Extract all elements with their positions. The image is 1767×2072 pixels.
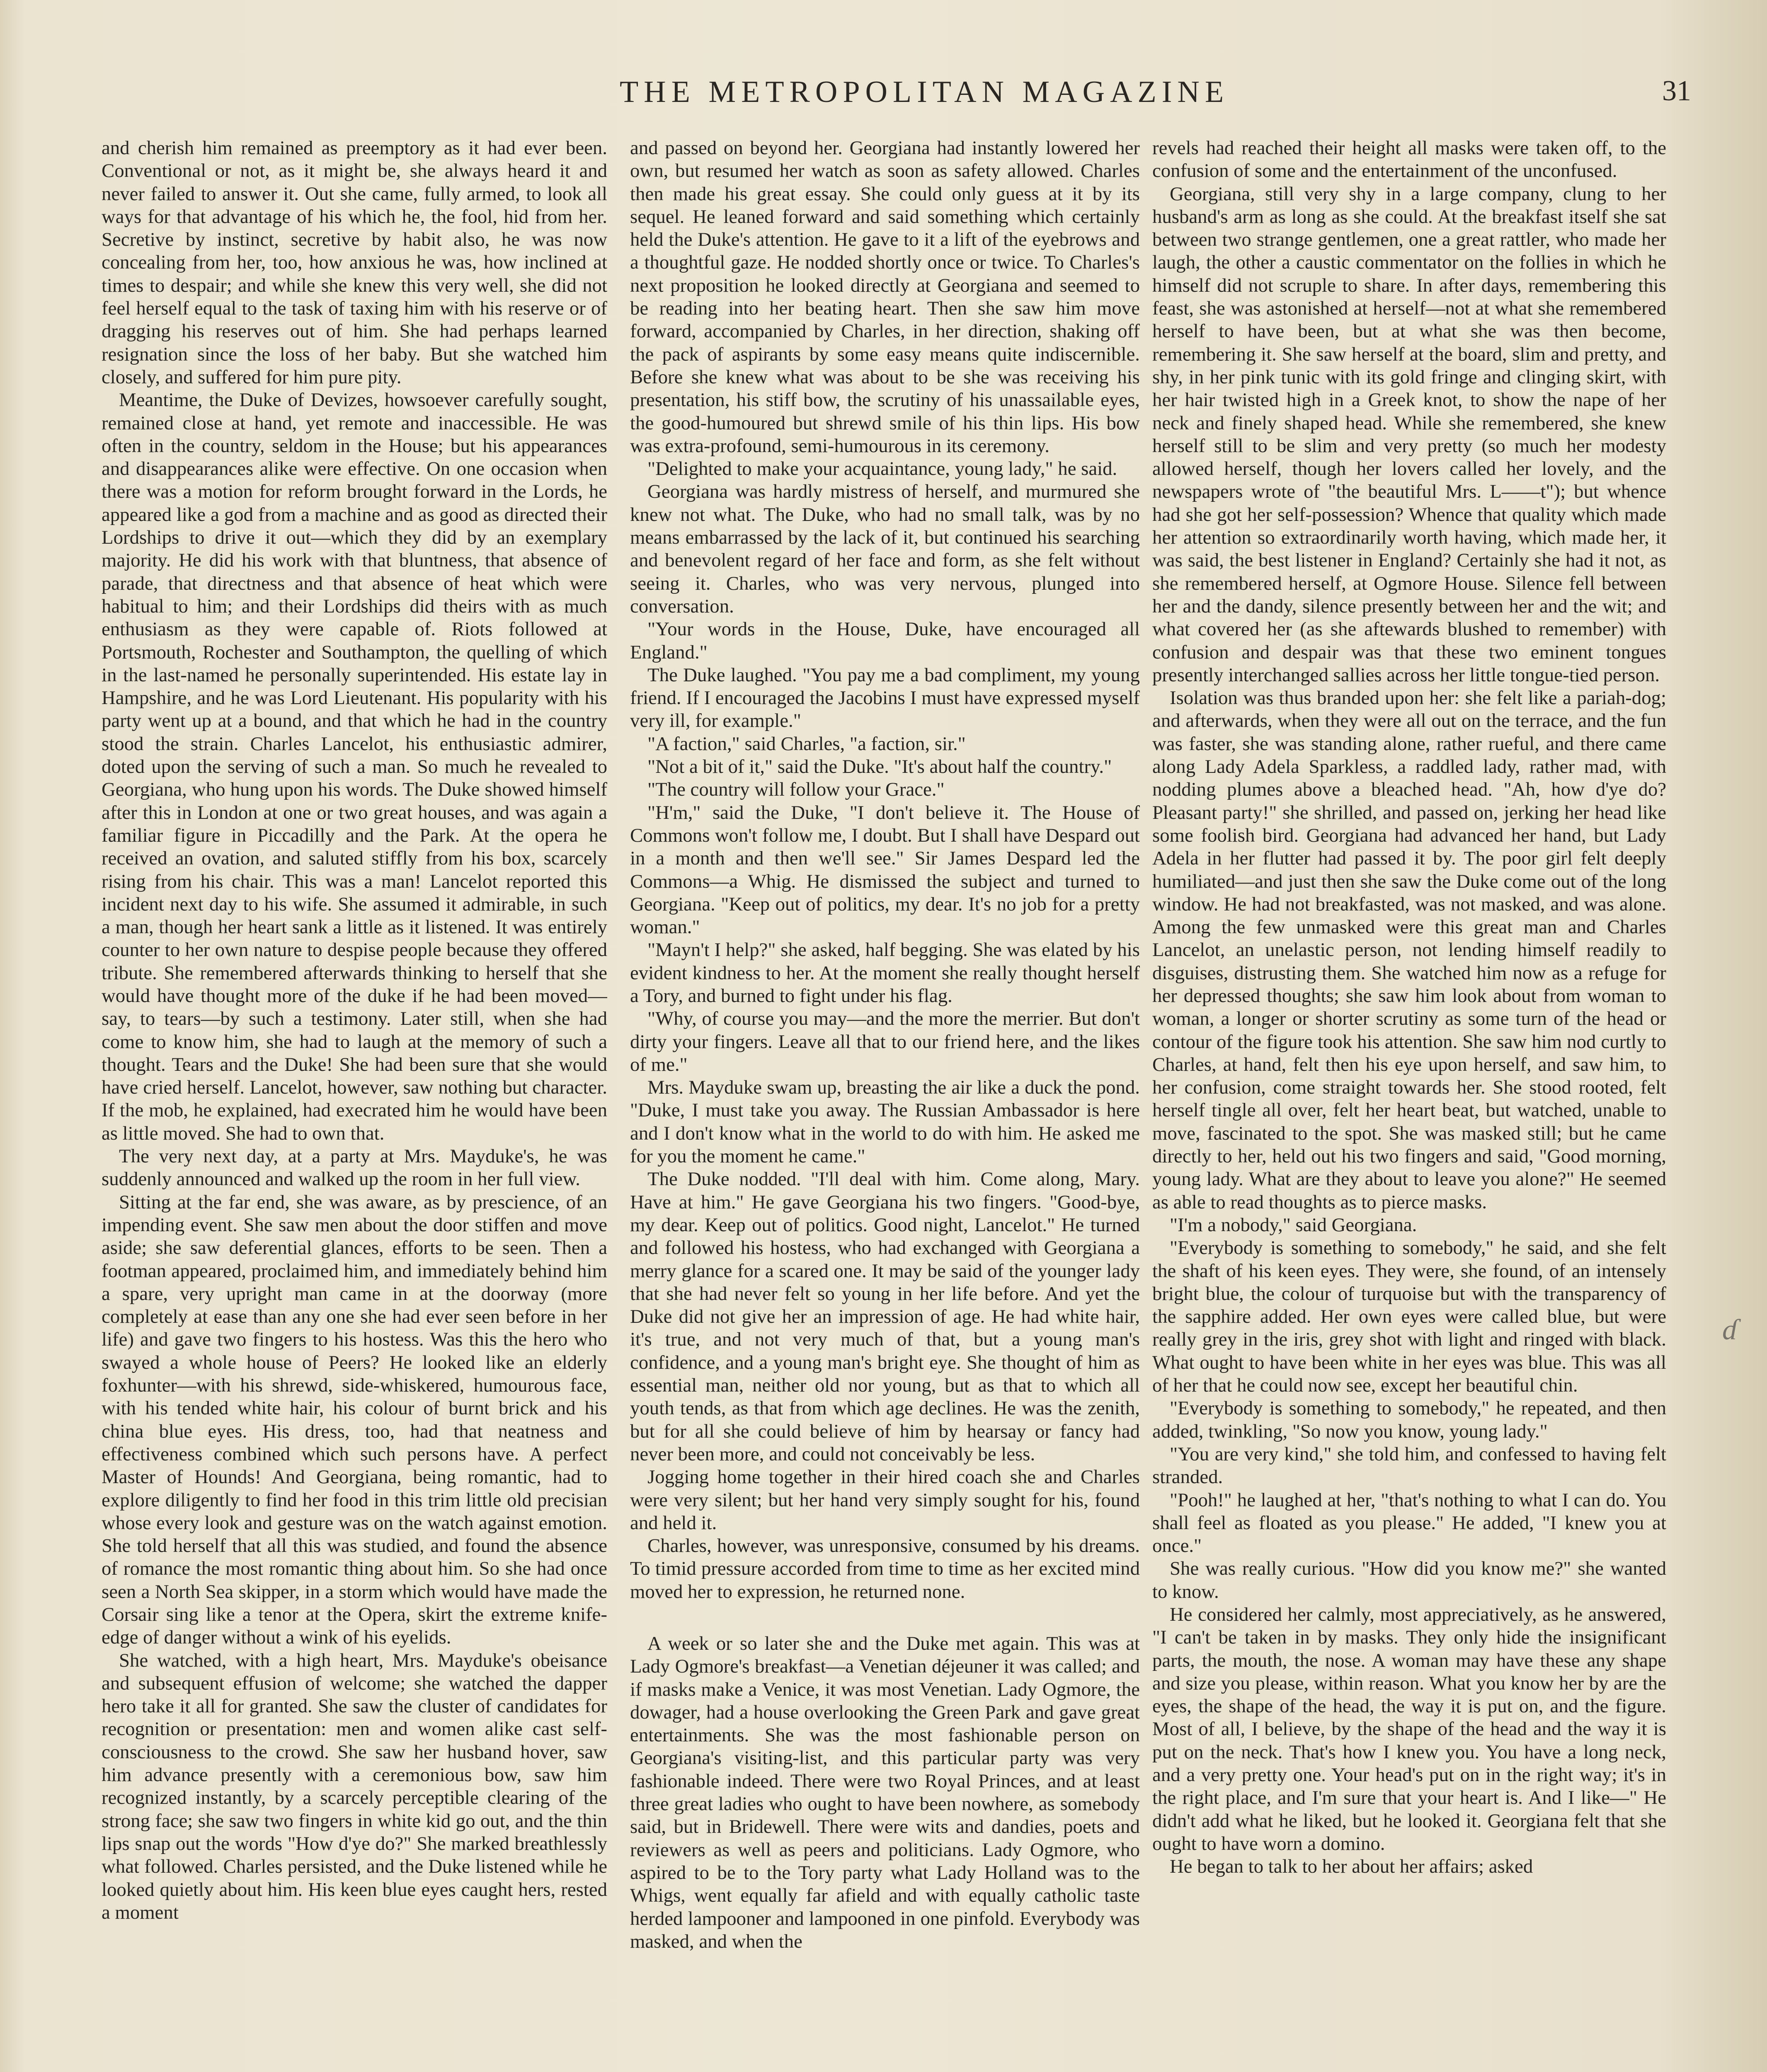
masthead-title: THE METROPOLITAN MAGAZINE [619, 75, 1229, 109]
paragraph: She was really curious. "How did you know me?" she wanted to know. [1152, 1558, 1666, 1602]
paragraph: Mrs. Mayduke swam up, breasting the air like a duck the pond. "Duke, I must take you away. The Russian Ambassador is here and I don't know what in the world to do with him. He asked me for you the moment he came." [630, 1077, 1140, 1167]
paragraph-section-start: A week or so later she and the Duke met again. This was at Lady Ogmore's breakfast—a Venetian déjeuner it was called; and if masks make a Venice, it was most Venetian. Lady Ogmore, the dowager, had a house overlooking the Green Park and gave great entertainments. She was the most fashionable person on Georgiana's visiting-list, and this particular party was very fashionable indeed. There were two Royal Princes, and at least three great ladies who ought to have been nowhere, as somebody said, but in Bridewell. There were wits and dandies, poets and reviewers as well as peers and politicians. Lady Ogmore, who aspired to be to the Tory party what Lady Holland was to the Whigs, went equally far afield and with equally catholic taste herded lampooner and lampooned in one pinfold. Everybody was masked, and when the [630, 1633, 1140, 1952]
paragraph: Jogging home together in their hired coach she and Charles were very silent; but her hand very simply sought for his, found and held it. [630, 1466, 1140, 1534]
margin-pencil-mark: ɗ [1722, 1314, 1737, 1346]
paragraph: The very next day, at a party at Mrs. Mayduke's, he was suddenly announced and walked up the room in her full view. [102, 1145, 607, 1190]
paragraph: "Why, of course you may—and the more the merrier. But don't dirty your fingers. Leave all that to our friend here, and the likes of me." [630, 1008, 1140, 1075]
paragraph: "I'm a nobody," said Georgiana. [1170, 1214, 1417, 1236]
text-column-2 [630, 137, 1140, 2072]
paragraph: "Everybody is something to somebody," he said, and she felt the shaft of his keen eyes. They were, she found, of an intensely bright blue, the colour of turquoise but with the transparency of the sapphire added. Her own eyes were called blue, but were really grey in the iris, grey shot with light and ringed with black. What ought to have been white in her eyes was blue. This was all of her that he could now see, except her beautiful chin. [1152, 1237, 1666, 1397]
paragraph: and passed on beyond her. Georgiana had instantly lowered her own, but resumed her watch as soon as safety allowed. Charles then made his great essay. She could only guess at it by its sequel. He leaned forward and said something which certainly held the Duke's attention. He gave to it a lift of the eyebrows and a thoughtful gaze. He nodded shortly once or twice. To Charles's next proposition he looked directly at Georgiana and seemed to be reading into her beating heart. Then she saw him move forward, accompanied by Charles, in her direction, shaking off the pack of aspirants by some easy means quite indiscernible. Before she knew what was about to be she was receiving his presentation, his stiff bow, the scrutiny of his unassailable eyes, the good-humoured but shrewd smile of his thin lips. His bow was extra-profound, semi-humourous in its ceremony. [630, 137, 1140, 457]
paragraph: The Duke laughed. "You pay me a bad compliment, my young friend. If I encouraged the Jacobins I must have expressed myself very ill, for example." [630, 664, 1140, 732]
paragraph: and cherish him remained as preemptory as it had ever been. Conventional or not, as it might be, she always heard it and never failed to answer it. Out she came, fully armed, to look all ways for that advantage of his which he, the fool, hid from her. Secretive by instinct, secretive by habit also, he was now concealing from her, too, how anxious he was, how inclined at times to despair; and while she knew this very well, she did not feel herself equal to the task of taxing him with his reserve or of dragging his reserves out of him. She had perhaps learned resignation since the loss of her baby. But she watched him closely, and suffered for him pure pity. [102, 137, 607, 388]
page-number: 31 [1662, 75, 1691, 107]
paragraph: revels had reached their height all masks were taken off, to the confusion of some and the entertainment of the unconfused. [1152, 137, 1666, 182]
paragraph: He began to talk to her about her affairs; asked [1170, 1856, 1533, 1878]
text-column-1 [102, 137, 607, 2072]
text-column-3 [1152, 137, 1666, 2072]
paragraph: The Duke nodded. "I'll deal with him. Come along, Mary. Have at him." He gave Georgiana his two fingers. "Good-bye, my dear. Keep out of politics. Good night, Lancelot." He turned and followed his hostess, who had exchanged with Georgiana a merry glance for a scared one. It may be said of the younger lady that she had never felt so young in her life before. And yet the Duke did not give her an impression of age. He had white hair, it's true, and not very much of that, but a young man's confidence, and a young man's bright eye. She thought of him as essential man, neither old nor young, but as that to which all youth tends, as that from which age declines. He was the zenith, but for all she could believe of him by hearsay or fancy had never been more, and could not conceivably be less. [630, 1168, 1140, 1465]
paragraph: "Pooh!" he laughed at her, "that's nothing to what I can do. You shall feel as floated as you please." He added, "I knew you at once." [1152, 1489, 1666, 1557]
paragraph: He considered her calmly, most appreciatively, as he answered, "I can't be taken in by masks. They only hide the insignificant parts, the mouth, the nose. A woman may have these any shape and size you please, within reason. What you know her by are the eyes, the shape of the head, the way it is put on, and the figure. Most of all, I believe, by the shape of the head and the way it is put on the neck. That's how I knew you. You have a long neck, and a very pretty one. Your head's put on in the right way; it's in the right place, and I'm sure that your heart is. And I like—" He didn't add what he liked, but he looked it. Georgiana felt that she ought to have worn a domino. [1152, 1604, 1666, 1854]
paragraph: "Everybody is something to somebody," he repeated, and then added, twinkling, "So now you know, young lady." [1152, 1397, 1666, 1442]
paragraph: Meantime, the Duke of Devizes, howsoever carefully sought, remained close at hand, yet remote and inaccessible. He was often in the country, seldom in the House; but his appearances and disappearances alike were effective. On one occasion when there was a motion for reform brought forward in the Lords, he appeared like a god from a machine and as good as directed their Lordships to drive it out—which they did by an exemplary majority. He did his work with that bluntness, that absence of parade, that directness and that absence of heat which were habitual to him; and their Lordships did theirs with as much enthusiasm as they were capable of. Riots followed at Portsmouth, Rochester and Southampton, the quelling of which in the last-named he personally superintended. His estate lay in Hampshire, and he was Lord Lieutenant. His popularity with his party went up at a bound, and that which he had in the country stood the strain. Charles Lancelot, his enthusiastic admirer, doted upon the serving of such a man. So much he revealed to Georgiana, who hung upon his words. The Duke showed himself after this in London at one or two great houses, and was again a familiar figure in Piccadilly and the Park. At the opera he received an ovation, and saluted stiffly from his box, scarcely rising from his chair. This was a man! Lancelot reported this incident next day to his wife. She assumed it admirable, in such a man, though her heart sank a little as it listened. It was entirely counter to her own nature to despise people because they offered tribute. She remembered afterwards thinking to herself that she would have thought more of the duke if he had been moved—say, to tears—by such a testimony. Later still, when she had come to know him, she had to laugh at the memory of such a thought. Tears and the Duke! She had been sure that she would have cried herself. Lancelot, however, saw nothing but character. If the mob, he explained, had execrated him he would have been as little moved. She had to own that. [102, 389, 607, 1144]
paragraph: Georgiana, still very shy in a large company, clung to her husband's arm as long as she could. At the breakfast itself she sat between two strange gentlemen, one a great rattler, who made her laugh, the other a caustic commentator on the follies in which he himself did not scruple to share. In after days, remembering this feast, she was astonished at herself—not at what she remembered herself to have been, but at what she was then become, remembering it. She saw herself at the board, slim and pretty, and shy, in her pink tunic with its gold fringe and clinging skirt, with her hair twisted high in a Greek knot, to show the nape of her neck and finely shaped head. While she remembered, she knew herself still to be slim and very pretty (so much her modesty allowed herself, though her lovers called her lovely, and the newspapers wrote of "the beautiful Mrs. L——t"); but whence had she got her self-possession? Whence that quality which made her attention so extraordinarily worth having, which made her, it was said, the best listener in England? Certainly she had it not, as she remembered herself, at Ogmore House. Silence fell between her and the dandy, silence presently between her and the wit; and what covered her (as she aftewards blushed to remember) with confusion and despair was that these two eminent tongues presently interchanged sallies across her little tongue-tied person. [1152, 183, 1666, 686]
paragraph: "Your words in the House, Duke, have encouraged all England." [630, 618, 1140, 663]
paragraph: Georgiana was hardly mistress of herself, and murmured she knew not what. The Duke, who had no small talk, was by no means embarrassed by the lack of it, but continued his searching and benevolent regard of her face and form, as she felt without seeing it. Charles, who was very nervous, plunged into conversation. [630, 481, 1140, 617]
paragraph: "The country will follow your Grace." [647, 779, 945, 801]
paragraph: "You are very kind," she told him, and confessed to having felt stranded. [1152, 1443, 1666, 1488]
paragraph: Charles, however, was unresponsive, consumed by his dreams. To timid pressure accorded from time to time as her excited mind moved her to expression, he returned none. [630, 1535, 1140, 1602]
paragraph: "Not a bit of it," said the Duke. "It's about half the country." [647, 756, 1112, 778]
paragraph: Sitting at the far end, she was aware, as by prescience, of an impending event. She saw men about the door stiffen and move aside; she saw deferential glances, efforts to be seen. Then a footman appeared, proclaimed him, and immediately behind him a spare, very upright man came in at the doorway (more completely at ease than any one she had ever seen before in her life) and gave two fingers to his hostess. Was this the hero who swayed a whole house of Peers? He looked like an elderly foxhunter—with his shrewd, side-whiskered, humourous face, with his tended white hair, his colour of burnt brick and his china blue eyes. His dress, too, had that neatness and effectiveness combined which such persons have. A perfect Master of Hounds! And Georgiana, being romantic, had to explore diligently to find her food in this trim little old precisian whose every look and gesture was on the watch against emotion. She told herself that all this was studied, and found the absence of romance the most romantic thing about him. So she had once seen a North Sea skipper, in a storm which would have made the Corsair sing like a tenor at the Opera, skirt the extreme knife-edge of danger without a wink of his eyelids. [102, 1191, 607, 1648]
running-head [0, 75, 1767, 128]
paragraph: "Delighted to make your acquaintance, young lady," he said. [647, 458, 1117, 480]
paragraph: Isolation was thus branded upon her: she felt like a pariah-dog; and afterwards, when they were all out on the terrace, and the fun was faster, she was standing alone, rather rueful, and there came along Lady Adela Sparkless, a raddled lady, rather mad, with nodding plumes above a bleached head. "Ah, how d'ye do? Pleasant party!" she shrilled, and passed on, jerking her head like some foolish bird. Georgiana had advanced her hand, but Lady Adela in her flutter had passed it by. The poor girl felt deeply humiliated—and just then she saw the Duke come out of the long window. He had not breakfasted, was not masked, and was alone. Among the few unmasked were this great man and Charles Lancelot, an unelastic person, not lending himself readily to disguises, distrusting them. She watched him now as a refuge for her depressed thoughts; she saw him look about from woman to woman, a longer or shorter scrutiny as some turn of the head or contour of the figure took his attention. She saw him nod curtly to Charles, at hand, felt then his eye upon herself, and saw him, to her confusion, come straight towards her. She stood rooted, felt herself tingle all over, felt her heart beat, but watched, unable to move, fascinated to the spot. She was masked still; but he came directly to her, held out his two fingers and said, "Good morning, young lady. What are they about to leave you alone?" He seemed as able to read thoughts as to pierce masks. [1152, 687, 1666, 1213]
paragraph: "Mayn't I help?" she asked, half begging. She was elated by his evident kindness to her. At the moment she really thought herself a Tory, and burned to fight under his flag. [630, 939, 1140, 1007]
paragraph: "H'm," said the Duke, "I don't believe it. The House of Commons won't follow me, I doubt. But I shall have Despard out in a month and then we'll see." Sir James Despard led the Commons—a Whig. He dismissed the subject and turned to Georgiana. "Keep out of politics, my dear. It's no job for a pretty woman." [630, 801, 1140, 938]
paragraph: She watched, with a high heart, Mrs. Mayduke's obeisance and subsequent effusion of welcome; she watched the dapper hero take it all for granted. She saw the cluster of candidates for recognition or presentation: men and women alike cast self-consciousness to the crowd. She saw her husband hover, saw him advance presently with a ceremonious bow, saw him recognized instantly, by a scarcely perceptible clearing of the strong face; she saw two fingers in white kid go out, and the thin lips snap out the words "How d'ye do?" She marked breathlessly what followed. Charles persisted, and the Duke listened while he looked quietly about him. His keen blue eyes caught hers, rested a moment [102, 1649, 607, 1923]
paragraph: "A faction," said Charles, "a faction, sir." [647, 733, 966, 755]
